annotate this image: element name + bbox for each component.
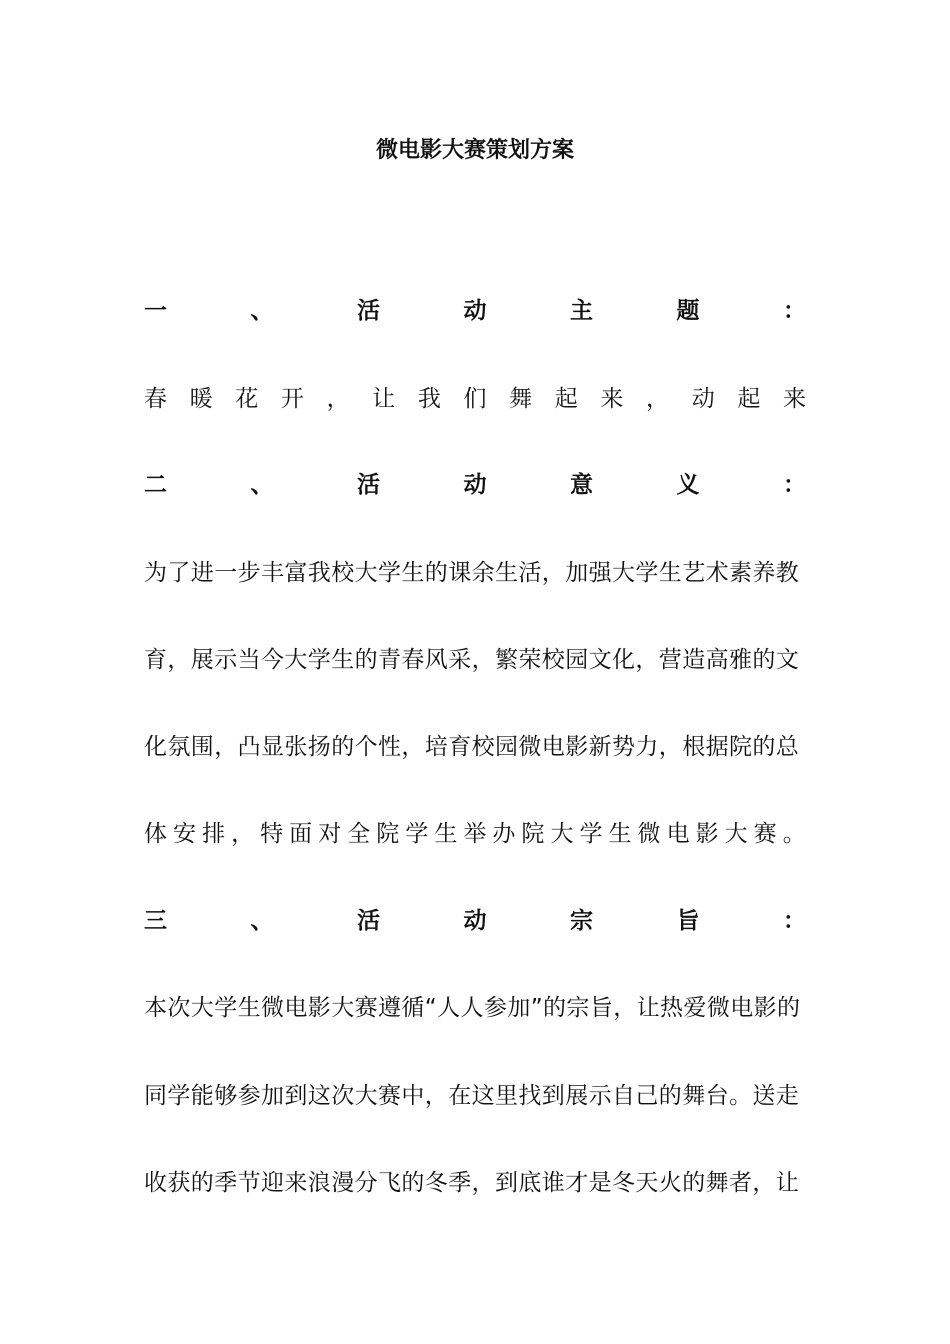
text-char: 面 — [289, 821, 313, 847]
text-char: 动 — [463, 298, 487, 324]
text-char: 学 — [579, 821, 603, 847]
text-char: ， — [646, 386, 670, 412]
text-char: 活 — [357, 908, 380, 934]
text-char: 花 — [235, 386, 259, 412]
text-char: 体 — [144, 821, 167, 847]
text-char: 特 — [260, 821, 284, 847]
text-char: 微 — [637, 821, 661, 847]
text-char: 一 — [144, 298, 167, 324]
text-char: 动 — [463, 908, 487, 934]
text-char: 舞 — [509, 386, 533, 412]
text-char: 学 — [405, 821, 429, 847]
section-2-line-3: 化氛围，凸显张扬的个性，培育校园微电影新势力，根据院的总 — [144, 734, 800, 760]
text-char: 春 — [144, 386, 167, 412]
text-char: 让 — [372, 386, 396, 412]
text-char: ： — [783, 298, 806, 324]
section-3-heading — [144, 905, 806, 937]
text-char: 起 — [737, 386, 761, 412]
text-char: ， — [231, 821, 255, 847]
text-char: 排 — [202, 821, 226, 847]
text-char: 题 — [676, 298, 700, 324]
text-char: 动 — [463, 472, 487, 498]
text-char: 意 — [570, 472, 593, 498]
section-2-line-2: 育，展示当今大学生的青春风采，繁荣校园文化，营造高雅的文 — [144, 647, 800, 673]
text-char: 办 — [492, 821, 516, 847]
text-char: 开 — [280, 386, 304, 412]
text-char: 大 — [550, 821, 574, 847]
text-char: 起 — [554, 386, 578, 412]
text-char: 我 — [417, 386, 441, 412]
text-char: 电 — [666, 821, 690, 847]
section-3-line-2: 同学能够参加到这次大赛中，在这里找到展示自己的舞台。送走 — [144, 1083, 800, 1109]
section-1-heading — [144, 295, 806, 327]
text-char: ： — [783, 472, 806, 498]
text-char: 赛 — [753, 821, 777, 847]
text-char: 活 — [357, 472, 380, 498]
text-char: 对 — [318, 821, 342, 847]
section-2-heading — [144, 469, 806, 501]
text-char: 、 — [250, 472, 274, 498]
text-char: 动 — [691, 386, 715, 412]
text-char: 安 — [173, 821, 197, 847]
section-2-line-1: 为了进一步丰富我校大学生的课余生活，加强大学生艺术素养教 — [144, 560, 800, 586]
text-char: 三 — [144, 908, 167, 934]
document-title: 微电影大赛策划方案 — [375, 138, 574, 163]
text-char: 、 — [250, 908, 274, 934]
section-3-line-1: 本次大学生微电影大赛遵循“人人参加”的宗旨，让热爱微电影的 — [144, 995, 801, 1021]
text-char: 来 — [782, 386, 806, 412]
text-char: 义 — [676, 472, 700, 498]
text-char: 生 — [608, 821, 632, 847]
text-char: 院 — [376, 821, 400, 847]
text-char: 们 — [463, 386, 487, 412]
text-char: 暖 — [189, 386, 213, 412]
text-char: 生 — [434, 821, 458, 847]
text-char: 二 — [144, 472, 167, 498]
text-char: 大 — [724, 821, 748, 847]
section-1-line-1 — [144, 383, 806, 415]
text-char: ： — [783, 908, 806, 934]
text-char: 全 — [347, 821, 371, 847]
text-char: 主 — [570, 298, 593, 324]
text-char: ， — [326, 386, 350, 412]
section-3-line-3: 收获的季节迎来浪漫分飞的冬季，到底谁才是冬天火的舞者，让 — [144, 1170, 800, 1196]
text-char: 院 — [521, 821, 545, 847]
text-char: 举 — [463, 821, 487, 847]
text-char: 、 — [250, 298, 274, 324]
text-char: 旨 — [676, 908, 700, 934]
text-char: 活 — [357, 298, 380, 324]
text-char: 来 — [600, 386, 624, 412]
text-char: 影 — [695, 821, 719, 847]
section-2-line-4 — [144, 818, 806, 850]
text-char: 。 — [782, 821, 806, 847]
text-char: 宗 — [570, 908, 593, 934]
